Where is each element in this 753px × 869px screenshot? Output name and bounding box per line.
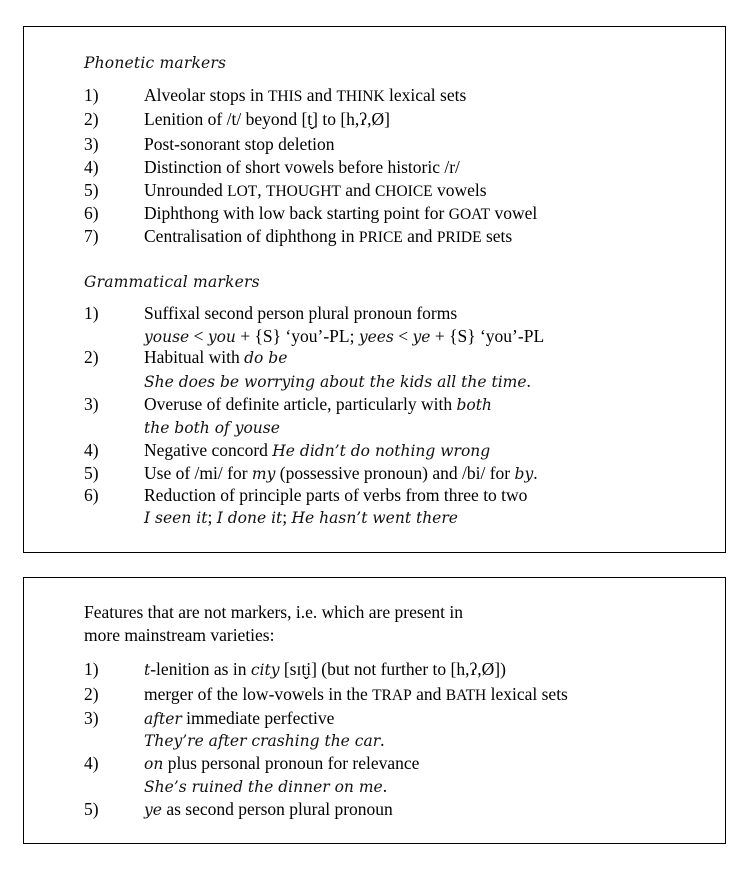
lexical-set-name: PRIDE	[436, 229, 482, 246]
item-text	[144, 203, 537, 225]
italic-text: youse	[144, 328, 190, 346]
text-run: and	[340, 180, 375, 200]
item-number: 6)	[84, 485, 99, 505]
lexical-set-name: GOAT	[448, 206, 491, 223]
item-text	[144, 85, 466, 107]
lexical-set-name: THINK	[336, 88, 385, 105]
grammatical-markers-heading: Grammatical markers	[84, 273, 260, 291]
text-run: <	[189, 326, 208, 346]
item-number: 2)	[84, 347, 99, 367]
lexical-set-name: THIS	[267, 88, 303, 105]
non-markers-intro-line2: more mainstream varieties:	[84, 625, 275, 645]
item-text	[144, 753, 419, 774]
italic-text: I done it	[216, 509, 283, 527]
lexical-set-name: CHOICE	[374, 183, 433, 200]
item-number: 4)	[84, 753, 99, 773]
text-run: .	[526, 371, 531, 391]
italic-text: do be	[244, 349, 288, 367]
text-run: ;	[282, 507, 292, 527]
italic-text: t	[144, 661, 151, 679]
text-run: Overuse of definite article, particularly with	[144, 394, 457, 414]
text-run: Negative concord	[144, 440, 273, 460]
item-text	[144, 708, 334, 729]
item-number: 2)	[84, 109, 99, 129]
italic-text: by	[514, 465, 534, 483]
lexical-set-name: THOUGHT	[266, 183, 341, 200]
text-run: as second person plural pronoun	[161, 799, 393, 819]
italic-text: on	[144, 755, 164, 773]
markers-box	[23, 26, 726, 553]
italic-text: city	[250, 661, 280, 679]
item-example	[144, 507, 458, 528]
item-text	[144, 347, 287, 368]
item-text	[144, 303, 457, 323]
lexical-set-name: PRICE	[358, 229, 403, 246]
item-example	[144, 730, 384, 751]
item-text	[144, 157, 460, 177]
text-run: Diphthong with low back starting point for	[144, 203, 449, 223]
text-run: .	[380, 730, 385, 750]
italic-text: They’re after crashing the car	[144, 732, 381, 750]
italic-text: ye	[412, 328, 431, 346]
text-run: sets	[481, 226, 513, 246]
item-example	[144, 326, 544, 347]
item-text	[144, 799, 393, 820]
text-run: lexical sets	[384, 85, 467, 105]
item-example	[144, 776, 387, 797]
item-text	[144, 394, 492, 415]
item-text	[144, 684, 568, 706]
italic-text: She’s ruined the dinner on me	[144, 778, 383, 796]
item-number: 5)	[84, 180, 99, 200]
text-run: immediate perfective	[181, 708, 335, 728]
lexical-set-name: LOT	[227, 183, 258, 200]
text-run: plus personal pronoun for relevance	[163, 753, 420, 773]
item-number: 3)	[84, 394, 99, 414]
lexical-set-name: TRAP	[372, 687, 412, 704]
item-example	[144, 417, 280, 438]
text-run: merger of the low-vowels in the	[144, 684, 373, 704]
item-text	[144, 134, 335, 154]
item-text	[144, 109, 390, 129]
text-run: (possessive pronoun) and /bi/ for	[275, 463, 515, 483]
text-run: Reduction of principle parts of verbs from three to two	[144, 485, 528, 505]
italic-text: ye	[144, 801, 162, 819]
text-run: Use of /mi/ for	[144, 463, 252, 483]
item-text	[144, 463, 538, 484]
italic-text: the both of youse	[144, 419, 280, 437]
text-run: Lenition of /t/ beyond [t̬] to [h,ʔ,Ø]	[144, 109, 390, 129]
text-run: + {S} ‘you’-PL;	[235, 326, 359, 346]
item-number: 2)	[84, 684, 99, 704]
text-run: vowel	[490, 203, 538, 223]
text-run: and	[302, 85, 337, 105]
item-text	[144, 485, 527, 505]
item-number: 3)	[84, 134, 99, 154]
text-run: Suffixal second person plural pronoun forms	[144, 303, 458, 323]
phonetic-markers-heading: Phonetic markers	[84, 54, 227, 72]
item-number: 6)	[84, 203, 99, 223]
text-run: and	[402, 226, 437, 246]
text-run: [sɪt̬i] (but not further to [h,ʔ,Ø])	[279, 659, 506, 679]
item-number: 1)	[84, 659, 99, 679]
text-run: Centralisation of diphthong in	[144, 226, 359, 246]
text-run: vowels	[432, 180, 487, 200]
italic-text: after	[144, 710, 182, 728]
item-number: 1)	[84, 303, 99, 323]
item-number: 4)	[84, 440, 99, 460]
text-run: + {S} ‘you’-PL	[430, 326, 545, 346]
italic-text: both	[456, 396, 492, 414]
italic-text: He hasn’t went there	[291, 509, 458, 527]
lexical-set-name: BATH	[445, 687, 487, 704]
item-number: 7)	[84, 226, 99, 246]
italic-text: you	[207, 328, 236, 346]
text-run: ,	[257, 180, 266, 200]
item-text	[144, 226, 512, 248]
item-text	[144, 659, 506, 680]
text-run: <	[393, 326, 413, 346]
item-number: 1)	[84, 85, 99, 105]
italic-text: He didn’t do nothing wrong	[272, 442, 491, 460]
item-number: 5)	[84, 799, 99, 819]
text-run: and	[411, 684, 446, 704]
italic-text: yees	[358, 328, 394, 346]
text-run: lexical sets	[486, 684, 568, 704]
italic-text: She does be worrying about the kids all the time	[144, 373, 527, 391]
text-run: Habitual with	[144, 347, 245, 367]
item-number: 4)	[84, 157, 99, 177]
item-text	[144, 180, 487, 202]
text-run: Post-sonorant stop deletion	[144, 134, 335, 154]
text-run: -lenition as in	[150, 659, 251, 679]
text-run: Unrounded	[144, 180, 228, 200]
text-run: Distinction of short vowels before historic /r/	[144, 157, 460, 177]
item-example	[144, 371, 531, 392]
italic-text: my	[251, 465, 276, 483]
item-text	[144, 440, 490, 461]
item-number: 5)	[84, 463, 99, 483]
text-run: .	[382, 776, 388, 796]
text-run: ;	[207, 507, 217, 527]
item-number: 3)	[84, 708, 99, 728]
non-markers-intro-line1: Features that are not markers, i.e. which are present in	[84, 602, 464, 622]
text-run: Alveolar stops in	[144, 85, 268, 105]
text-run: .	[533, 463, 538, 483]
italic-text: I seen it	[144, 509, 208, 527]
non-markers-box	[23, 577, 726, 844]
